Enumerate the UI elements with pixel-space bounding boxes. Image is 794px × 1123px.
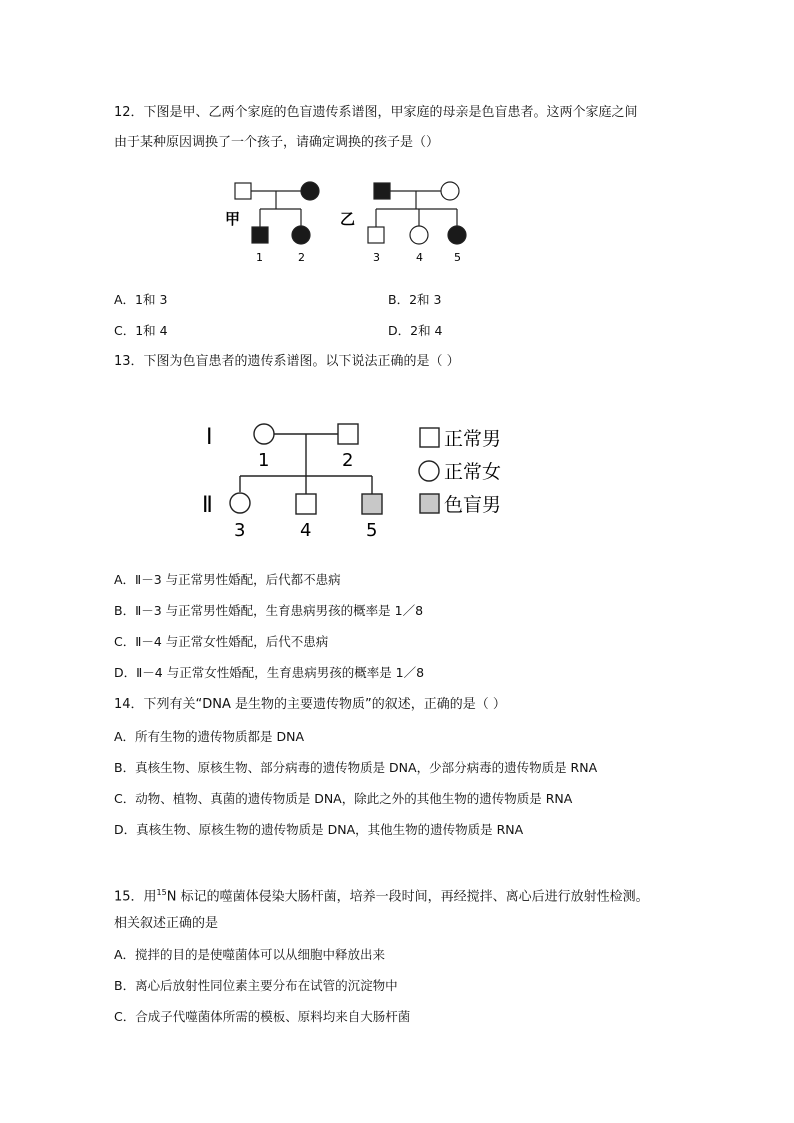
child-2-symbol <box>292 226 310 244</box>
q14-option-b[interactable]: B．真核生物、原核生物、部分病毒的遗传物质是 DNA，少部分病毒的遗传物质是 RNA <box>114 760 598 775</box>
svg-text:4: 4 <box>416 251 423 264</box>
q12-stem-line2: 由于某种原因调换了一个孩子，请确定调换的孩子是（） <box>114 135 440 150</box>
a-father-symbol <box>235 183 251 199</box>
child-5-symbol <box>448 226 466 244</box>
q13-pedigree-figure <box>200 416 530 542</box>
q13-option-d[interactable]: D．Ⅱ－4 与正常女性婚配，生育患病男孩的概率是 1／8 <box>114 665 425 680</box>
legend-normal-female: 正常女 <box>444 461 502 483</box>
q12-pedigree-figure <box>218 172 480 264</box>
ii4-symbol <box>296 494 316 514</box>
i2-symbol <box>338 424 358 444</box>
family-a-label: 甲 <box>225 210 241 228</box>
q15-stem-line1: 15．用$^{15}$N 标记的噬菌体侵染大肠杆菌，培养一段时间，再经搅拌、离心后进行放射性检测。 <box>114 888 649 905</box>
child-4-symbol <box>410 226 428 244</box>
legend-normal-female-icon <box>419 461 439 481</box>
q14-option-a[interactable]: A．所有生物的遗传物质都是 DNA <box>114 729 305 744</box>
q15-option-c[interactable]: C．合成子代噬菌体所需的模板、原料均来自大肠杆菌 <box>114 1009 411 1024</box>
q14-option-d[interactable]: D．真核生物、原核生物的遗传物质是 DNA，其他生物的遗传物质是 RNA <box>114 822 524 837</box>
svg-text:5: 5 <box>454 251 461 264</box>
legend-colorblind-male-icon <box>420 494 439 513</box>
q13-option-a[interactable]: A．Ⅱ－3 与正常男性婚配，后代都不患病 <box>114 572 341 587</box>
child-1-symbol <box>252 227 268 243</box>
svg-text:2: 2 <box>342 450 354 471</box>
legend-normal-male-icon <box>420 428 439 447</box>
q12-stem-line1: 12．下图是甲、乙两个家庭的色盲遗传系谱图，甲家庭的母亲是色盲患者。这两个家庭之间 <box>114 105 638 120</box>
ii5-symbol <box>362 494 382 514</box>
q12-option-c[interactable]: C．1和 4 <box>114 323 168 338</box>
generation-1-label: I <box>206 425 213 450</box>
svg-text:1: 1 <box>256 251 263 264</box>
legend-colorblind-male: 色盲男 <box>444 494 502 516</box>
a-mother-symbol <box>301 182 319 200</box>
b-father-symbol <box>374 183 390 199</box>
q13-option-b[interactable]: B．Ⅱ－3 与正常男性婚配，生育患病男孩的概率是 1／8 <box>114 603 424 618</box>
svg-text:3: 3 <box>373 251 380 264</box>
q13-option-c[interactable]: C．Ⅱ－4 与正常女性婚配，后代不患病 <box>114 634 329 649</box>
family-b-label: 乙 <box>340 210 356 228</box>
legend-normal-male: 正常男 <box>444 428 502 450</box>
q14-option-c[interactable]: C．动物、植物、真菌的遗传物质是 DNA，除此之外的其他生物的遗传物质是 RNA <box>114 791 573 806</box>
q15-option-a[interactable]: A．搅拌的目的是使噬菌体可以从细胞中释放出来 <box>114 947 386 962</box>
svg-text:2: 2 <box>298 251 305 264</box>
generation-2-label: Ⅱ <box>202 493 213 518</box>
q15-option-b[interactable]: B．离心后放射性同位素主要分布在试管的沉淀物中 <box>114 978 398 993</box>
i1-symbol <box>254 424 274 444</box>
svg-text:1: 1 <box>258 450 270 471</box>
b-mother-symbol <box>441 182 459 200</box>
q12-option-b[interactable]: B．2和 3 <box>388 292 442 307</box>
q12-option-d[interactable]: D．2和 4 <box>388 323 443 338</box>
q13-stem: 13．下图为色盲患者的遗传系谱图。以下说法正确的是（ ） <box>114 354 460 369</box>
q15-stem-line2: 相关叙述正确的是 <box>114 916 219 931</box>
svg-text:5: 5 <box>366 520 378 541</box>
q14-stem: 14．下列有关“DNA 是生物的主要遗传物质”的叙述，正确的是（ ） <box>114 697 506 712</box>
isotope-superscript: 15 <box>156 888 167 897</box>
ii3-symbol <box>230 493 250 513</box>
svg-text:4: 4 <box>300 520 312 541</box>
svg-text:3: 3 <box>234 520 246 541</box>
child-3-symbol <box>368 227 384 243</box>
q12-option-a[interactable]: A．1和 3 <box>114 292 168 307</box>
